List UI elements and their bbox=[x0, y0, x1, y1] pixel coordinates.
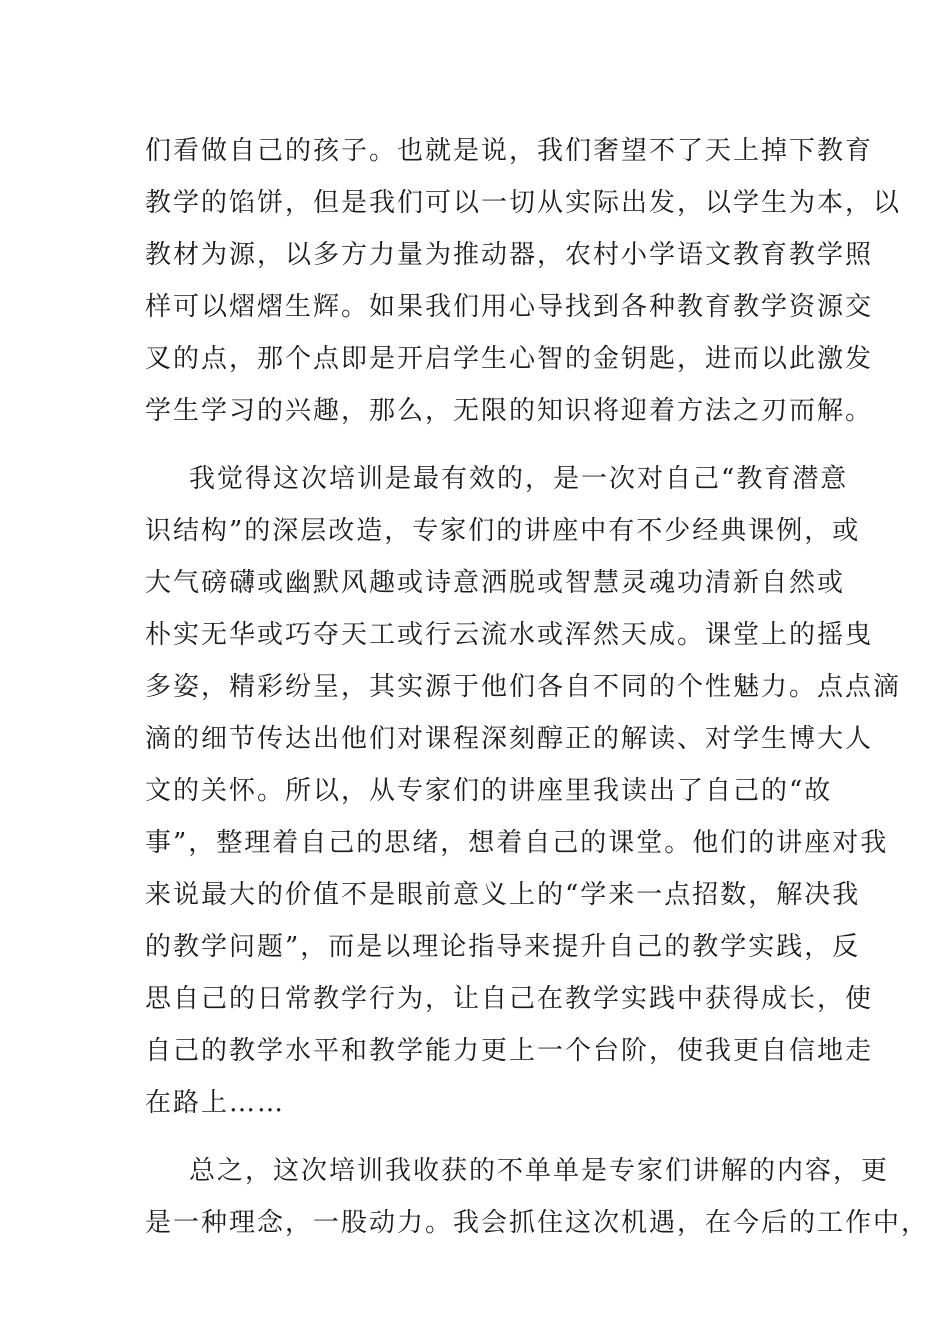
text-line: 大气磅礴或幽默风趣或诗意洒脱或智慧灵魂功清新自然或 bbox=[145, 568, 846, 598]
text-line: 朴实无华或巧夺天工或行云流水或浑然天成。课堂上的摇曳 bbox=[145, 620, 874, 650]
text-line: 我觉得这次培训是最有效的，是一次对自己“教育潜意 bbox=[189, 464, 849, 494]
text-line: 文的关怀。所以，从专家们的讲座里我读出了自己的“故 bbox=[145, 776, 833, 806]
paragraph bbox=[145, 125, 902, 437]
text-line: 学生学习的兴趣，那么，无限的知识将迎着方法之刃而解。 bbox=[145, 396, 874, 426]
text-line: 来说最大的价值不是眼前意义上的“学来一点招数，解决我 bbox=[145, 880, 861, 910]
text-line: 总之，这次培训我收获的不单单是专家们讲解的内容，更 bbox=[189, 1156, 890, 1186]
text-line: 们看做自己的孩子。也就是说，我们奢望不了天上掉下教育 bbox=[145, 136, 874, 166]
text-line: 教学的馅饼，但是我们可以一切从实际出发，以学生为本，以 bbox=[145, 188, 902, 218]
text-line: 思自己的日常教学行为，让自己在教学实践中获得成长，使 bbox=[145, 984, 874, 1014]
text-line: 自己的教学水平和教学能力更上一个台阶，使我更自信地走 bbox=[145, 1036, 874, 1066]
paragraph bbox=[145, 453, 902, 1129]
paragraph bbox=[145, 1145, 930, 1249]
document-body bbox=[145, 125, 930, 1249]
text-line: 滴的细节传达出他们对课程深刻醇正的解读、对学生博大人 bbox=[145, 724, 874, 754]
text-line: 多姿，精彩纷呈，其实源于他们各自不同的个性魅力。点点滴 bbox=[145, 672, 902, 702]
text-line: 是一种理念，一股动力。我会抓住这次机遇，在今后的工作中， bbox=[145, 1208, 930, 1238]
text-line: 叉的点，那个点即是开启学生心智的金钥匙，进而以此激发 bbox=[145, 344, 874, 374]
text-line: 在路上…… bbox=[145, 1088, 286, 1118]
text-line: 识结构”的深层改造，专家们的讲座中有不少经典课例，或 bbox=[145, 516, 861, 546]
text-line: 事”，整理着自己的思绪，想着自己的课堂。他们的讲座对我 bbox=[145, 828, 889, 858]
text-line: 的教学问题”，而是以理论指导来提升自己的教学实践，反 bbox=[145, 932, 861, 962]
text-line: 教材为源，以多方力量为推动器，农村小学语文教育教学照 bbox=[145, 240, 874, 270]
text-line: 样可以熠熠生辉。如果我们用心导找到各种教育教学资源交 bbox=[145, 292, 874, 322]
